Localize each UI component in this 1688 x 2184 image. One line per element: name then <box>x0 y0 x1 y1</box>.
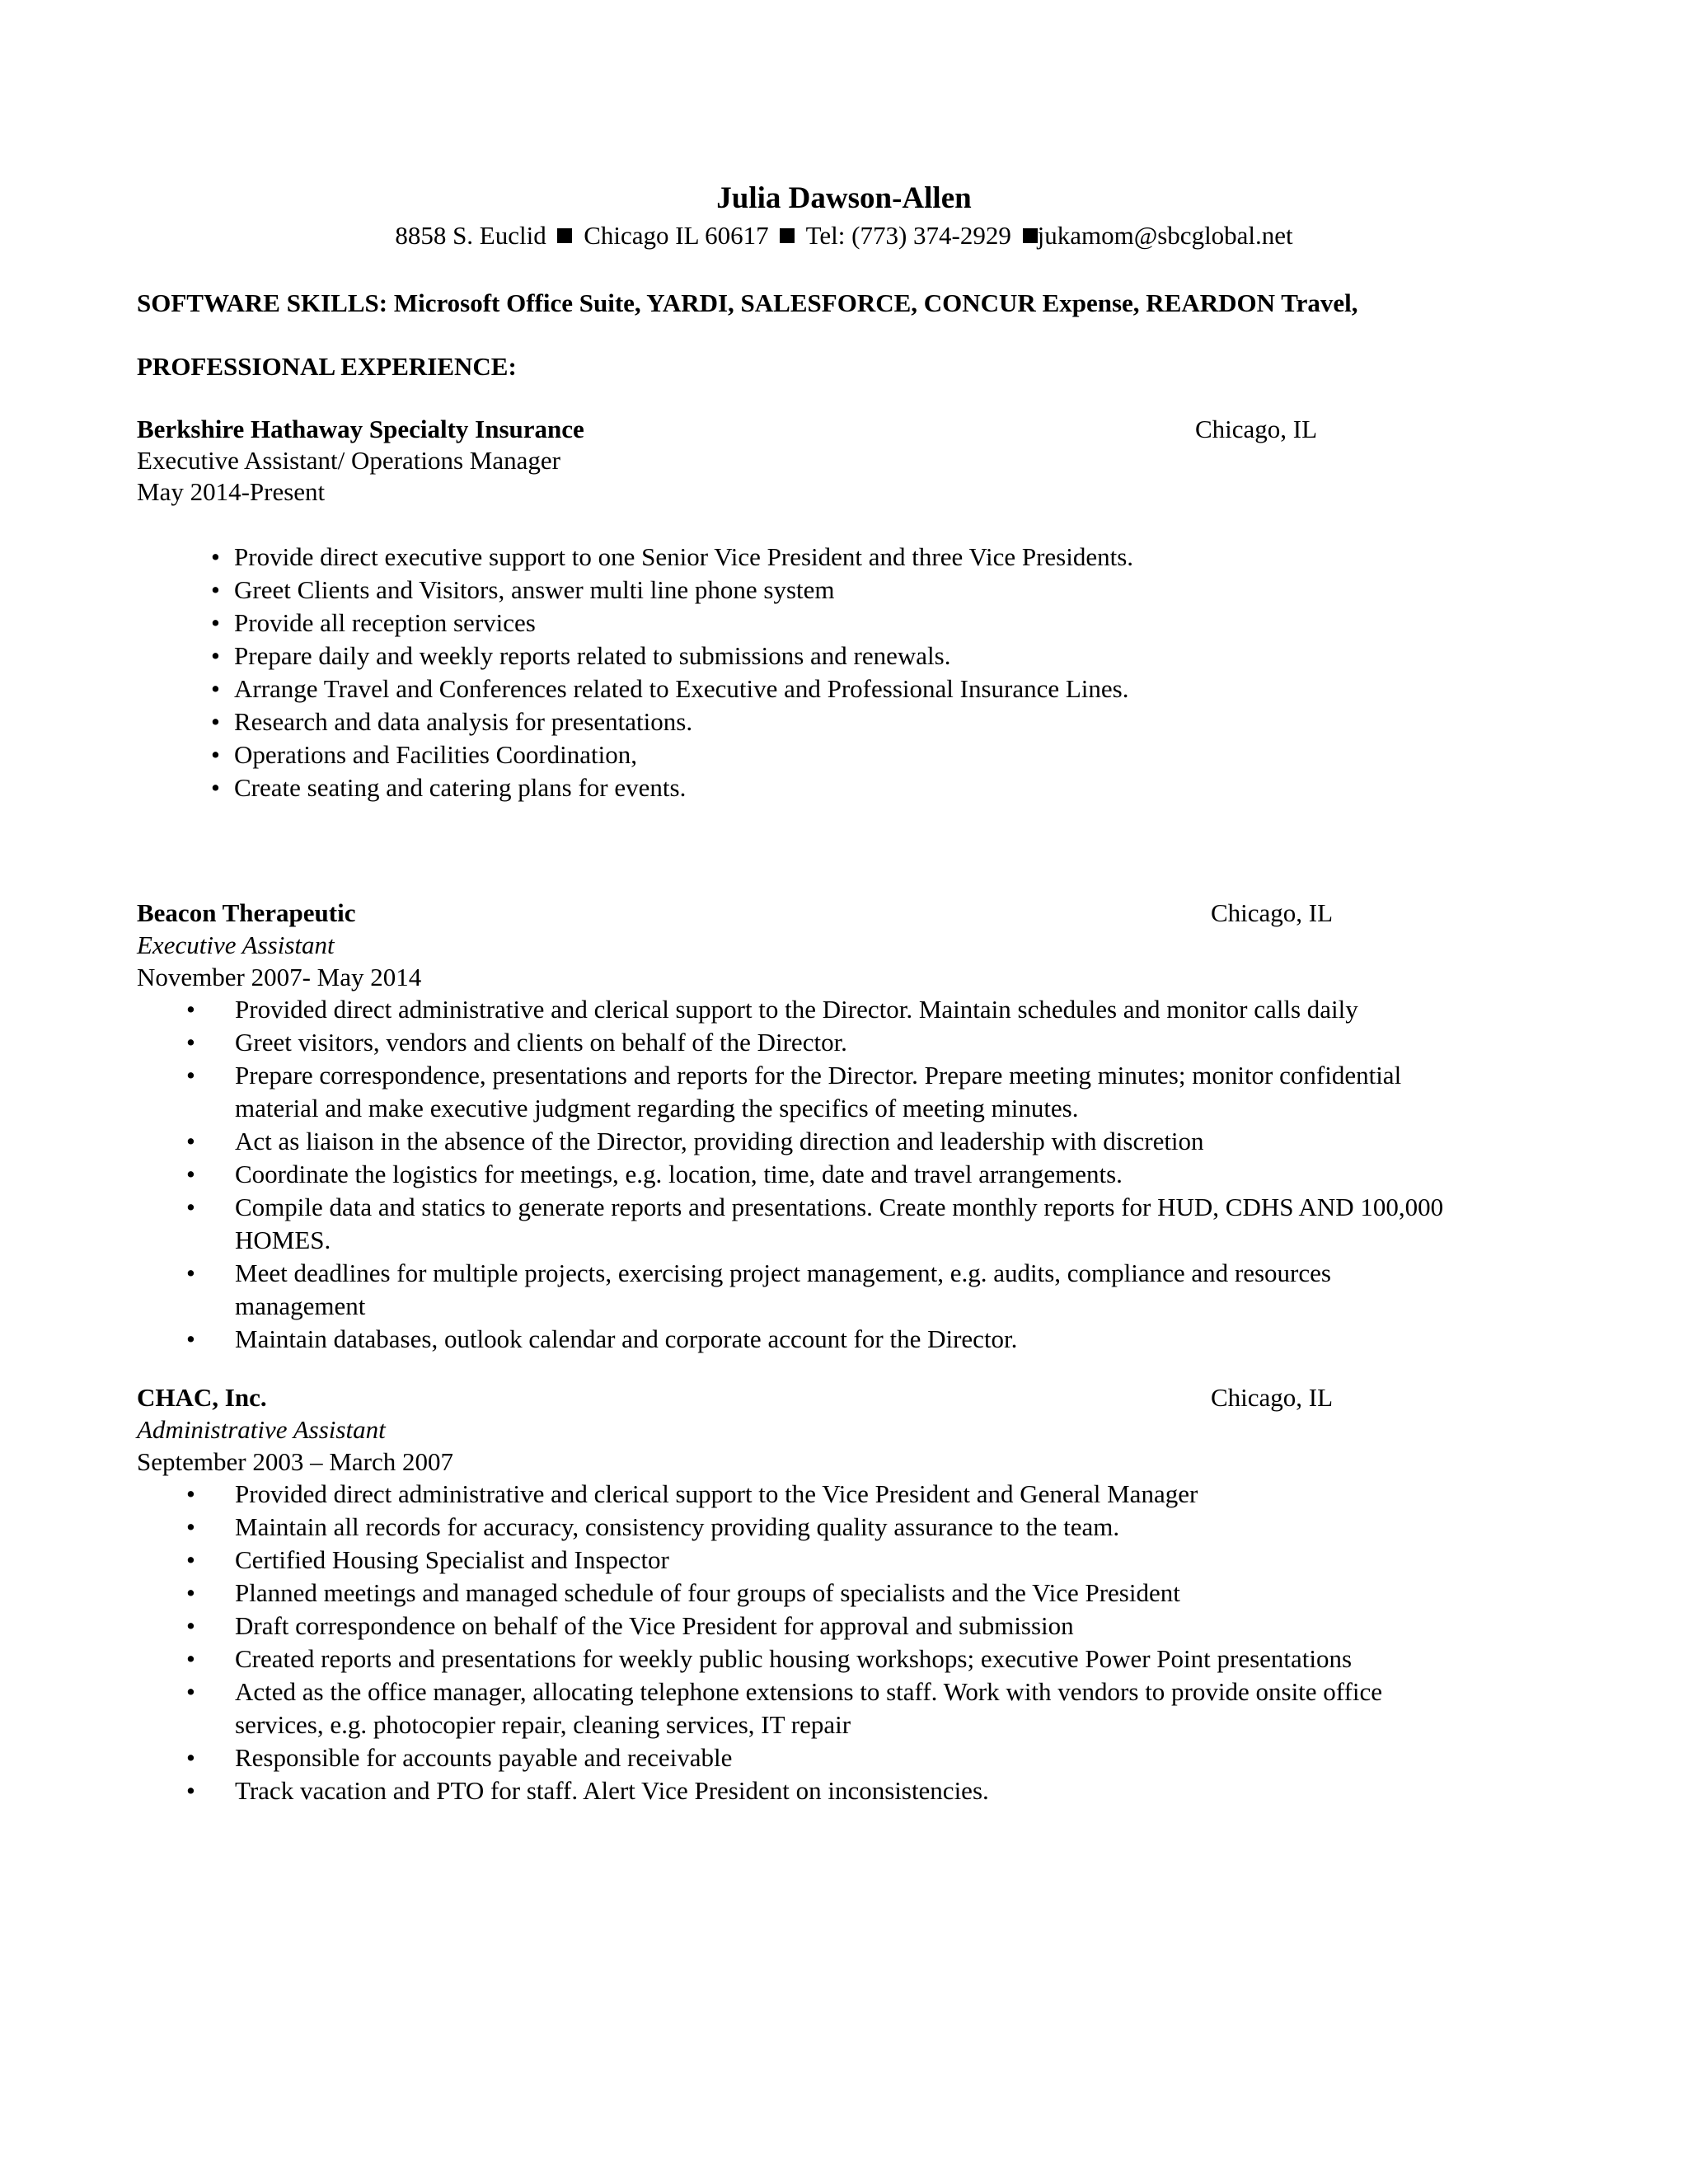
city-address: Chicago IL 60617 <box>584 221 769 250</box>
job-title: Administrative Assistant <box>137 1415 386 1444</box>
job-title: Executive Assistant/ Operations Manager <box>137 446 560 475</box>
job-company: CHAC, Inc. <box>137 1383 267 1412</box>
experience-heading: PROFESSIONAL EXPERIENCE: <box>137 352 517 381</box>
software-skills: SOFTWARE SKILLS: Microsoft Office Suite, YARDI, SALESFORCE, CONCUR Expense, REARDON Travel, <box>137 288 1358 317</box>
job-company: Berkshire Hathaway Specialty Insurance <box>137 415 584 443</box>
job-dates: September 2003 – March 2007 <box>137 1447 453 1476</box>
square-separator-icon <box>1023 228 1038 243</box>
email: jukamom@sbcglobal.net <box>1037 221 1293 250</box>
candidate-name: Julia Dawson-Allen <box>716 181 972 215</box>
job-dates: May 2014-Present <box>137 477 326 506</box>
contact-line <box>0 219 1688 251</box>
job-location: Chicago, IL <box>1211 1383 1334 1412</box>
job-location: Chicago, IL <box>1195 415 1318 443</box>
job-location: Chicago, IL <box>1211 898 1334 927</box>
street-address: 8858 S. Euclid <box>395 221 546 250</box>
job-company: Beacon Therapeutic <box>137 898 356 927</box>
resume-page: Julia Dawson-Allen 8858 S. Euclid Chicago IL 60617 Tel: (773) 374-2929 jukamom@sbcglobal.net SOFTWARE SKILLS: Microsoft Office Suite, YARDI, SALESFORCE, CONCUR Expense, REARDON Travel, PROFESSIONAL EXPERIENCE: Berkshire Hathaway Specialty Insurance Chicago, IL Executive Assistant/ Operations Manager May 2014-Present • Provide direct executive support to one Senior Vice President and three Vice Presidents. • Greet Clients and Visitors, answer multi line phone system • Provide all reception services • Prepare daily and weekly reports related to submissions and renewals. • Arrange Travel and Conferences related to Executive and Professional Insurance Lines. • Research and data analysis for presentations. • Operations and Facilities Coordination, • Create seating and catering plans for events. Beacon Therapeutic Chicago, IL Executive Assistant November 2007- May 2014 • Provided direct administrative and clerical support to the Director. Maintain schedules and monitor calls daily • Greet visitors, vendors and clients on behalf of the Director. • Prepare correspondence, presentations and reports for the Director. Prepare meeting minutes; monitor confidential material and make executive judgment regarding the specifics of meeting minutes. • Act as liaison in the absence of the Director, providing direction and leadership with discretion • Coordinate the logistics for meetings, e.g. location, time, date and travel arrangements. • Compile data and statics to generate reports and presentations. Create monthly reports for HUD, CDHS AND 100,000 HOMES. • Meet deadlines for multiple projects, exercising project management, e.g. audits, compliance and resources management • Maintain databases, outlook calendar and corporate account for the Director. CHAC, Inc. Chicago, IL Administrative Assistant September 2003 – March 2007 • Provided direct administrative and clerical support to the Vice President and General Manager • Maintain all records for accuracy, consistency providing quality assurance to the team. • Certified Housing Specialist and Inspector • Planned meetings and managed schedule of four groups of specialists and the Vice President • Draft correspondence on behalf of the Vice President for approval and submission • Created reports and presentations for weekly public housing workshops; executive Power Point presentations • Acted as the office manager, allocating telephone extensions to staff. Work with vendors to provide onsite office services, e.g. photocopier repair, cleaning services, IT repair • Responsible for accounts payable and receivable • Track vacation and PTO for staff. Alert Vice President on inconsistencies. <box>0 0 1688 2184</box>
telephone: Tel: (773) 374-2929 <box>805 221 1011 250</box>
square-separator-icon <box>780 228 795 243</box>
job-dates: November 2007- May 2014 <box>137 963 422 991</box>
job-title: Executive Assistant <box>137 930 335 959</box>
square-separator-icon <box>557 228 572 243</box>
